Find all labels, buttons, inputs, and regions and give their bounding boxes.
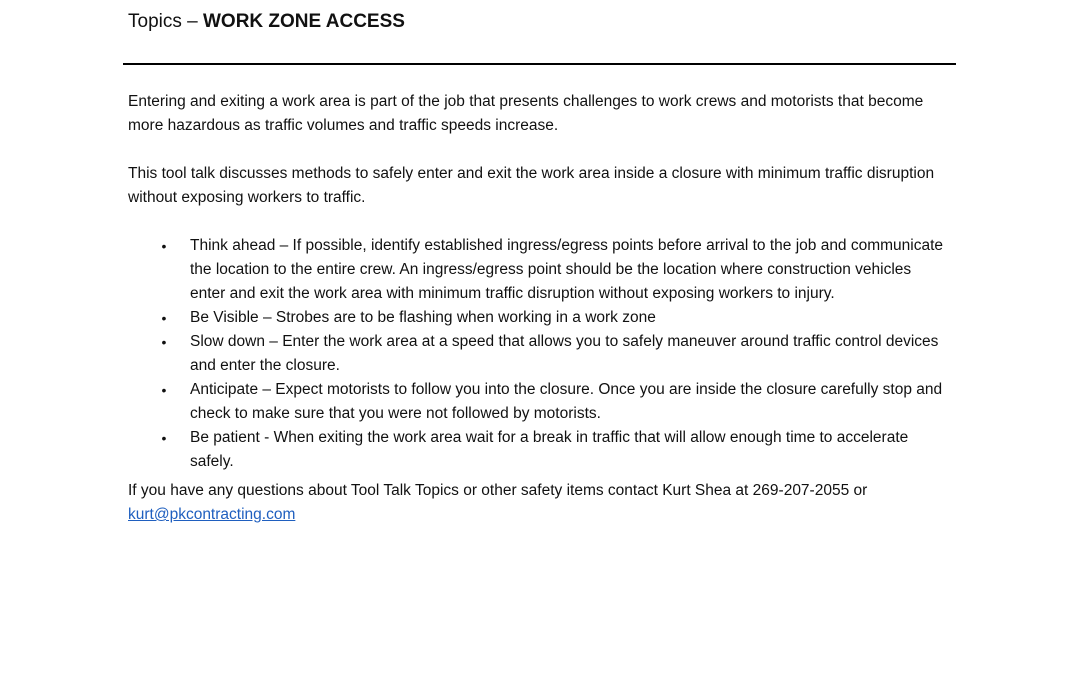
contact-email-link[interactable]: kurt@pkcontracting.com [128,506,296,523]
bullet-text: Anticipate – Expect motorists to follow you into the closure. Once you are inside the closure carefully stop and check to make sure that you were not followed by motorists. [190,381,943,422]
bullet-item-think-ahead [128,234,948,306]
bullet-item-anticipate [128,378,948,426]
intro-paragraph-1: Entering and exiting a work area is part of the job that presents challenges to work crews and motorists that become more hazardous as traffic volumes and traffic speeds increase. [128,93,924,134]
bullet-text: Be Visible – Strobes are to be flashing when working in a work zone [190,309,656,326]
title-prefix: Topics – [128,11,203,32]
title-main: WORK ZONE ACCESS [202,11,405,32]
bullet-item-be-visible [128,306,948,330]
bullet-text: Slow down – Enter the work area at a speed that allows you to safely maneuver around traffic control devices and enter the closure. [190,333,939,374]
contact-paragraph [128,479,948,527]
bullet-icon: • [161,382,167,398]
bullet-icon: • [161,430,167,446]
bullet-item-be-patient [128,426,948,474]
contact-text: If you have any questions about Tool Talk Topics or other safety items contact Kurt Shea at 269-207-2055 or [128,482,868,499]
bullet-text: Be patient - When exiting the work area wait for a break in traffic that will allow enough time to accelerate safely. [190,429,909,470]
page-title [128,9,405,35]
intro-paragraph-2: This tool talk discusses methods to safely enter and exit the work area inside a closure with minimum traffic disruption without exposing workers to traffic. [128,165,935,206]
title-divider [123,63,956,65]
bullet-text: Think ahead – If possible, identify established ingress/egress points before arrival to the job and communicate the location to the entire crew. An ingress/egress point should be the location where construction vehicles enter and exit the work area with minimum traffic disruption without exposing workers to injury. [190,237,944,302]
document-body [128,90,948,551]
bullet-icon: • [161,310,167,326]
bullet-icon: • [161,334,167,350]
bullet-item-slow-down [128,330,948,378]
safety-tips-list [128,234,948,474]
bullet-icon: • [161,238,167,254]
